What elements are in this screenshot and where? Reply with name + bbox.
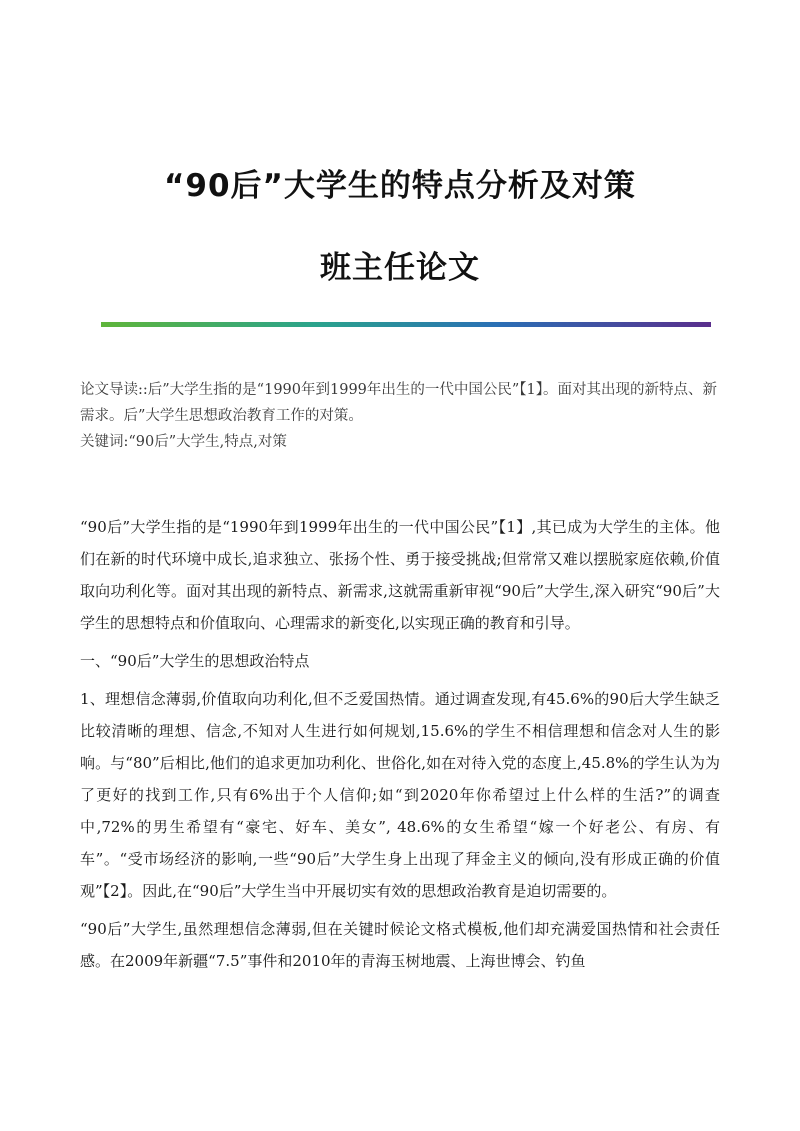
body-text bbox=[80, 511, 720, 983]
title-divider bbox=[101, 322, 711, 327]
paragraph-patriotism: “90后”大学生,虽然理想信念薄弱,但在关键时候论文格式模板,他们却充满爱国热情和社会责任感。在2009年新疆“7.5”事件和2010年的青海玉树地震、上海世博会、钓鱼 bbox=[80, 920, 720, 970]
paragraph-point-1: 1、理想信念薄弱,价值取向功利化,但不乏爱国热情。通过调查发现,有45.6%的90后大学生缺乏比较清晰的理想、信念,不知对人生进行如何规划,15.6%的学生不相信理想和信念对人生的影响。与“80”后相比,他们的追求更加功利化、世俗化,如在对待入党的态度上,45.8%的学生认为为了更好的找到工作,只有6%出于个人信仰;如“到2020年你希望过上什么样的生活?”的调查中,72%的男生希望有“豪宅、好车、美女”, 48.6%的女生希望“嫁一个好老公、有房、有车”。“受市场经济的影响,一些“90后”大学生身上出现了拜金主义的倾向,没有形成正确的价值观”【2】。因此,在“90后”大学生当中开展切实有效的思想政治教育是迫切需要的。 bbox=[80, 690, 720, 900]
document-title-line1: “90后”大学生的特点分析及对策 bbox=[164, 168, 636, 204]
keywords-text: 关键词:“90后”大学生,特点,对策 bbox=[80, 434, 287, 450]
abstract-block bbox=[80, 377, 720, 455]
abstract-text: 论文导读::后”大学生指的是“1990年到1999年出生的一代中国公民”【1】。面对其出现的新特点、新需求。后”大学生思想政治教育工作的对策。 bbox=[80, 382, 718, 424]
paragraph-intro: “90后”大学生指的是“1990年到1999年出生的一代中国公民”【1】,其已成为大学生的主体。他们在新的时代环境中成长,追求独立、张扬个性、勇于接受挑战;但常常又难以摆脱家庭依赖,价值取向功利化等。面对其出现的新特点、新需求,这就需重新审视“90后”大学生,深入研究“90后”大学生的思想特点和价值取向、心理需求的新变化,以实现正确的教育和引导。 bbox=[80, 518, 720, 632]
section-heading: 一、“90后”大学生的思想政治特点 bbox=[80, 652, 310, 670]
document-title-line2: 班主任论文 bbox=[320, 250, 480, 286]
